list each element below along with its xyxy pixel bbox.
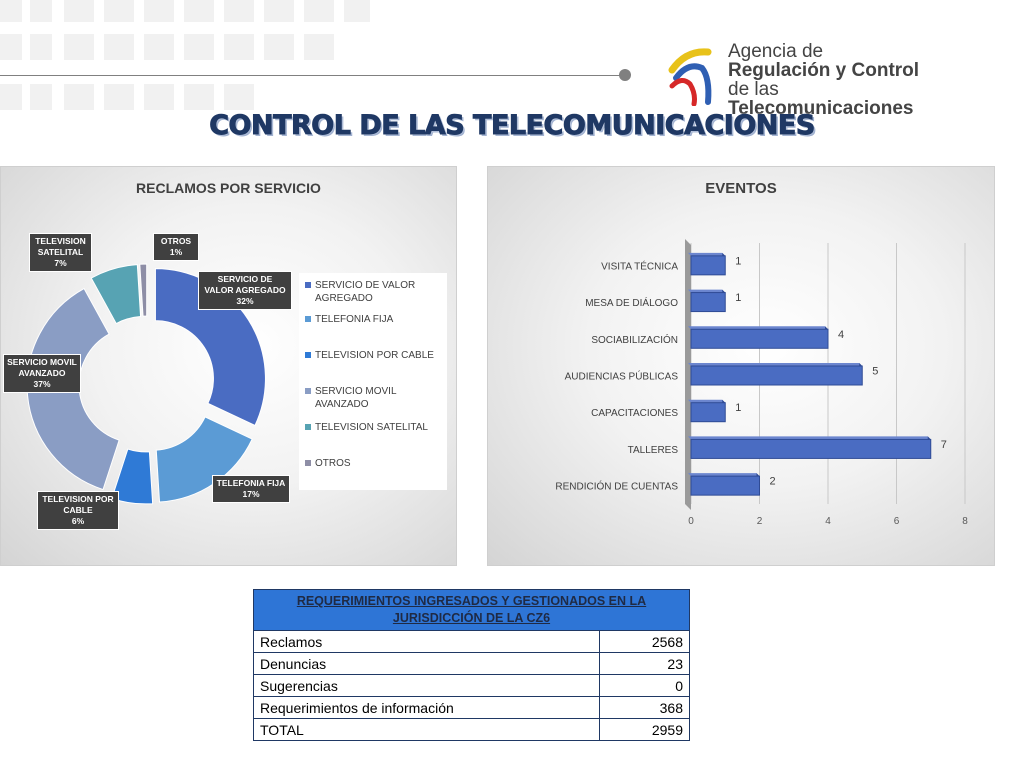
data-label-television-satelital: TELEVISION SATELITAL 7% (29, 233, 92, 272)
legend-label: OTROS (315, 458, 351, 469)
bar (691, 293, 725, 312)
y-category-label: SOCIABILIZACIÓN (591, 334, 678, 346)
logo-line-2: Regulación y Control (728, 60, 920, 81)
table-row (254, 719, 690, 741)
bar (691, 476, 760, 495)
agency-logo (668, 41, 968, 119)
legend-label: SERVICIO MOVIL AVANZADO (315, 386, 397, 410)
y-category-label: TALLERES (627, 444, 678, 456)
row-label: TOTAL (254, 719, 600, 741)
bar-value-label: 2 (769, 475, 776, 488)
table-row (254, 697, 690, 719)
bar-chart (488, 167, 994, 565)
legend-swatch (305, 352, 311, 358)
table-row (254, 631, 690, 653)
legend-swatch (305, 424, 311, 430)
y-category-label: RENDICIÓN DE CUENTAS (555, 481, 678, 493)
x-tick-label: 6 (893, 516, 900, 527)
donut-chart-title: RECLAMOS POR SERVICIO (136, 180, 321, 196)
legend-label: SERVICIO DE VALOR AGREGADO (315, 280, 416, 304)
bar (691, 403, 725, 422)
logo-swoosh-icon (668, 44, 724, 106)
logo-line-1: Agencia de (728, 41, 824, 62)
y-category-label: CAPACITACIONES (591, 408, 678, 420)
logo-text (728, 42, 968, 118)
row-label: Sugerencias (254, 675, 600, 697)
bar-value-label: 4 (838, 328, 845, 341)
bar-value-label: 7 (940, 438, 947, 451)
row-value: 23 (600, 653, 690, 675)
header-divider-line (0, 75, 624, 76)
data-label-servicio-movil-avanzado: SERVICIO MOVIL AVANZADO 37% (3, 354, 81, 393)
table-header: REQUERIMIENTOS INGRESADOS Y GESTIONADOS EN LA JURISDICCIÓN DE LA CZ6 (254, 590, 690, 631)
requirements-table (253, 589, 690, 741)
axis-wall (685, 239, 691, 510)
bar-value-label: 5 (872, 365, 879, 378)
page-title: CONTROL DE LAS TELECOMUNICACIONES (209, 110, 815, 141)
legend-swatch (305, 282, 311, 288)
bar-chart-title: EVENTOS (705, 180, 777, 197)
bar (691, 439, 931, 458)
row-value: 2568 (600, 631, 690, 653)
x-tick-label: 0 (688, 516, 694, 527)
x-tick-label: 8 (962, 516, 968, 527)
donut-slice-otros (140, 264, 147, 316)
row-label: Denuncias (254, 653, 600, 675)
data-label-servicio-de-valor-agregado: SERVICIO DE VALOR AGREGADO 32% (198, 271, 292, 310)
row-value: 0 (600, 675, 690, 697)
donut-chart-legend (299, 273, 447, 490)
row-value: 368 (600, 697, 690, 719)
legend-label: TELEFONIA FIJA (315, 314, 394, 325)
legend-swatch (305, 388, 311, 394)
bar-value-label: 1 (735, 402, 742, 415)
table-row (254, 653, 690, 675)
data-label-television-por-cable: TELEVISION POR CABLE 6% (37, 491, 119, 530)
header-divider-dot (619, 69, 631, 81)
legend-swatch (305, 316, 311, 322)
bar-value-label: 1 (735, 292, 742, 305)
row-value: 2959 (600, 719, 690, 741)
x-tick-label: 4 (825, 516, 831, 527)
legend-label: TELEVISION POR CABLE (315, 350, 434, 361)
bar-chart-panel (487, 166, 995, 566)
bar (691, 256, 725, 275)
bar (691, 329, 828, 348)
row-label: Reclamos (254, 631, 600, 653)
x-tick-label: 2 (756, 516, 763, 527)
y-category-label: AUDIENCIAS PÚBLICAS (564, 371, 678, 383)
legend-label: TELEVISION SATELITAL (315, 422, 428, 433)
donut-chart-panel (0, 166, 457, 566)
data-label-telefonia-fija: TELEFONIA FIJA 17% (212, 475, 290, 503)
row-label: Requerimientos de información (254, 697, 600, 719)
bar-value-label: 1 (735, 255, 742, 268)
y-category-label: MESA DE DIÁLOGO (585, 298, 678, 310)
logo-line-3-bold: Telecomunicaciones (728, 98, 914, 119)
data-label-otros: OTROS 1% (153, 233, 199, 261)
bar (691, 366, 862, 385)
y-category-label: VISITA TÉCNICA (601, 261, 678, 273)
logo-line-3-prefix: de las (728, 79, 779, 100)
legend-swatch (305, 460, 311, 466)
table-row (254, 675, 690, 697)
